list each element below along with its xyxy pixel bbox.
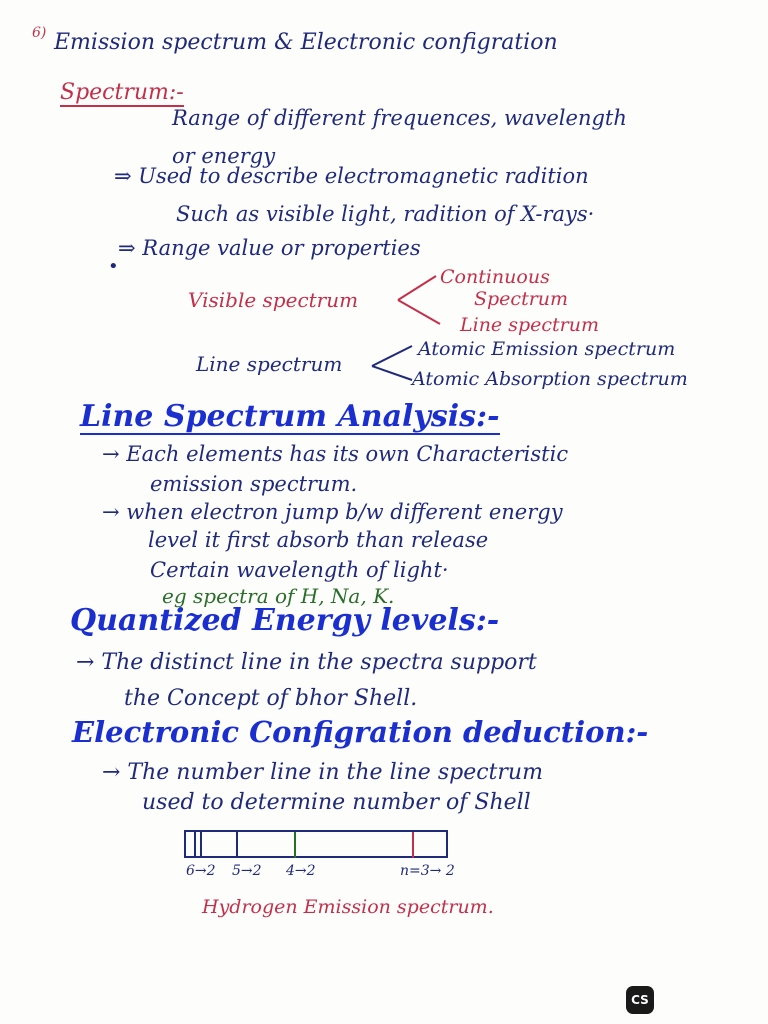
page-title: Emission spectrum & Electronic configration	[54, 30, 558, 55]
atomic-absorption-branch: Atomic Absorption spectrum	[412, 368, 688, 390]
electronic-config-heading: Electronic Configration deduction:-	[72, 715, 649, 749]
analysis-point-1-line-2: emission spectrum.	[150, 472, 358, 496]
definition-line-3: ⇒ Used to describe electromagnetic radition	[114, 164, 589, 188]
tick-label-5-2: 5→2	[232, 863, 262, 879]
tick-label-4-2: 4→2	[286, 863, 316, 879]
analysis-point-2-line-3: Certain wavelength of light·	[150, 558, 449, 582]
quantized-heading: Quantized Energy levels:-	[70, 603, 500, 638]
continuous-branch-line-2: Spectrum	[474, 288, 569, 310]
quantized-line-1: → The distinct line in the spectra support	[76, 650, 537, 675]
atomic-emission-branch: Atomic Emission spectrum	[418, 338, 676, 360]
line-spectrum-analysis-heading: Line Spectrum Analysis:-	[80, 399, 500, 434]
analysis-point-2-line-2: level it first absorb than release	[148, 528, 489, 552]
analysis-point-1-line-1: → Each elements has its own Characteristic	[102, 442, 569, 466]
electronic-config-line-2: used to determine number of Shell	[142, 790, 531, 815]
electronic-config-line-1: → The number line in the line spectrum	[102, 760, 543, 785]
definition-line-4: Such as visible light, radition of X-rays·	[176, 202, 595, 226]
diagram-caption: Hydrogen Emission spectrum.	[202, 896, 494, 918]
spectrum-line-3-2	[412, 832, 414, 858]
spectrum-line-green	[294, 832, 296, 858]
tick-label-3-2: n=3→ 2	[400, 863, 455, 879]
spectrum-line-6-2	[194, 832, 196, 858]
line-spectrum-label: Line spectrum	[196, 352, 343, 376]
quantized-line-2: the Concept of bhor Shell.	[124, 686, 418, 711]
example-line: eg spectra of H, Na, K.	[162, 584, 395, 608]
section-number: 6)	[32, 25, 47, 41]
spectrum-line-4-2	[236, 832, 238, 858]
line-spectrum-branch: Line spectrum	[460, 314, 599, 336]
bullet-dot: •	[108, 256, 119, 277]
spectrum-bar	[184, 830, 448, 858]
definition-line-5: ⇒ Range value or properties	[118, 236, 421, 260]
visible-spectrum-label: Visible spectrum	[188, 288, 359, 312]
continuous-branch-line-1: Continuous	[440, 266, 550, 288]
spectrum-line-5-2	[200, 832, 202, 858]
tick-label-6-2: 6→2	[186, 863, 216, 879]
analysis-point-2-line-1: → when electron jump b/w different energy	[102, 500, 563, 524]
definition-line-1: Range of different frequences, wavelength	[172, 106, 627, 130]
definition-line-2: or energy	[172, 144, 276, 168]
camscanner-logo: CS	[626, 986, 654, 1014]
spectrum-heading: Spectrum:-	[60, 80, 184, 105]
